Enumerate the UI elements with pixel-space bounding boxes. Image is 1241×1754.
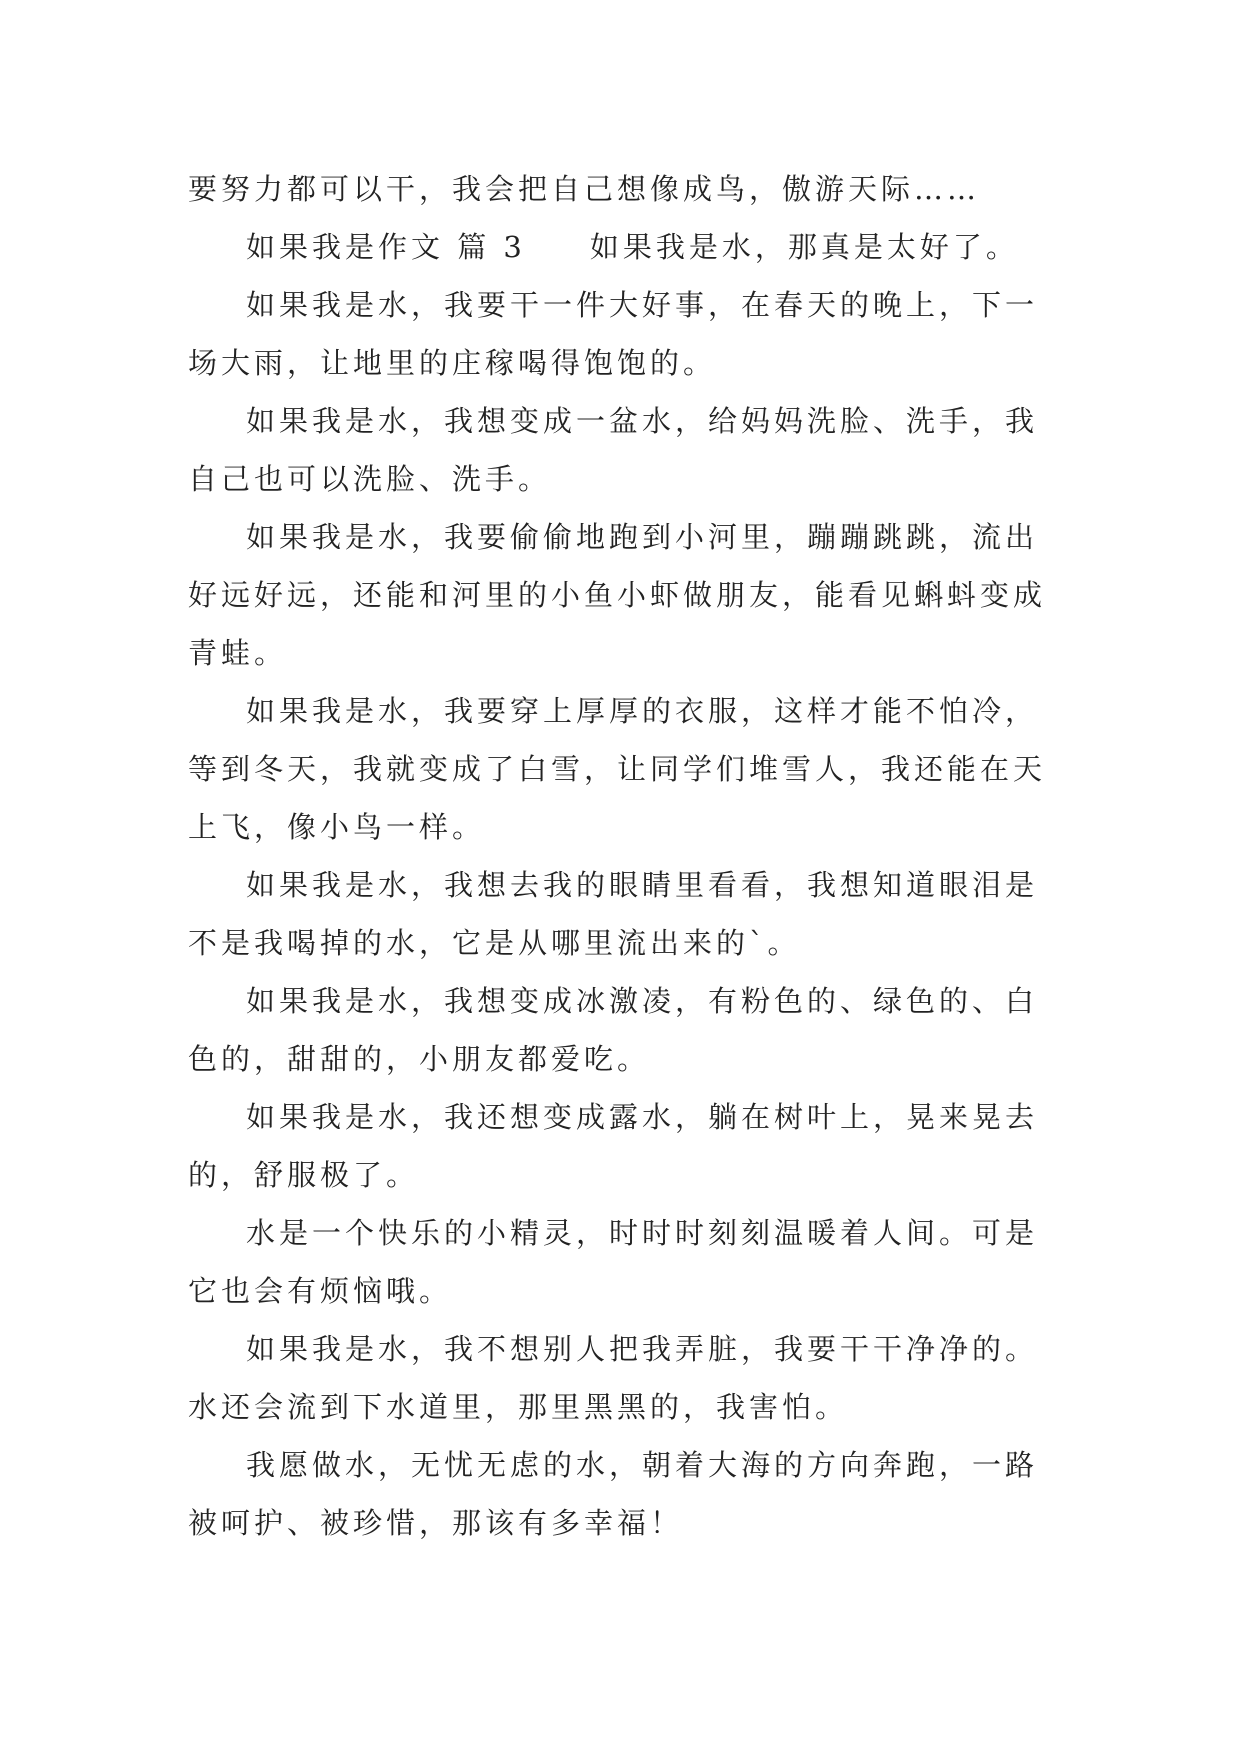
paragraph-2: 如果我是水，我想变成一盆水，给妈妈洗脸、洗手，我自己也可以洗脸、洗手。 (188, 404, 1039, 496)
paragraph-8: 水是一个快乐的小精灵，时时时刻刻温暖着人间。可是它也会有烦恼哦。 (188, 1216, 1039, 1308)
paragraph-7: 如果我是水，我还想变成露水，躺在树叶上，晃来晃去的，舒服极了。 (188, 1100, 1039, 1192)
paragraph-4: 如果我是水，我要穿上厚厚的衣服，这样才能不怕冷，等到冬天，我就变成了白雪，让同学们堆雪人，我还能在天上飞，像小鸟一样。 (188, 694, 1047, 844)
continuation-paragraph: 要努力都可以干，我会把自己想像成鸟，傲游天际…… (188, 172, 981, 206)
essay-heading: 如果我是作文 篇 3 (246, 230, 526, 264)
paragraph-5: 如果我是水，我想去我的眼睛里看看，我想知道眼泪是不是我喝掉的水，它是从哪里流出来的`。 (188, 868, 1039, 960)
paragraph-3: 如果我是水，我要偷偷地跑到小河里，蹦蹦跳跳，流出好远好远，还能和河里的小鱼小虾做朋友，能看见蝌蚪变成青蛙。 (188, 520, 1047, 670)
essay-body (188, 160, 1048, 1552)
paragraph-9: 如果我是水，我不想别人把我弄脏，我要干干净净的。水还会流到下水道里，那里黑黑的，我害怕。 (188, 1332, 1039, 1424)
paragraph-10: 我愿做水，无忧无虑的水，朝着大海的方向奔跑，一路被呵护、被珍惜，那该有多幸福！ (188, 1448, 1039, 1540)
paragraph-1: 如果我是水，我要干一件大好事，在春天的晚上，下一场大雨，让地里的庄稼喝得饱饱的。 (188, 288, 1039, 380)
paragraph-6: 如果我是水，我想变成冰激凌，有粉色的、绿色的、白色的，甜甜的，小朋友都爱吃。 (188, 984, 1039, 1076)
heading-sentence: 如果我是水，那真是太好了。 (589, 230, 1019, 264)
essay-heading-line (188, 218, 1048, 276)
